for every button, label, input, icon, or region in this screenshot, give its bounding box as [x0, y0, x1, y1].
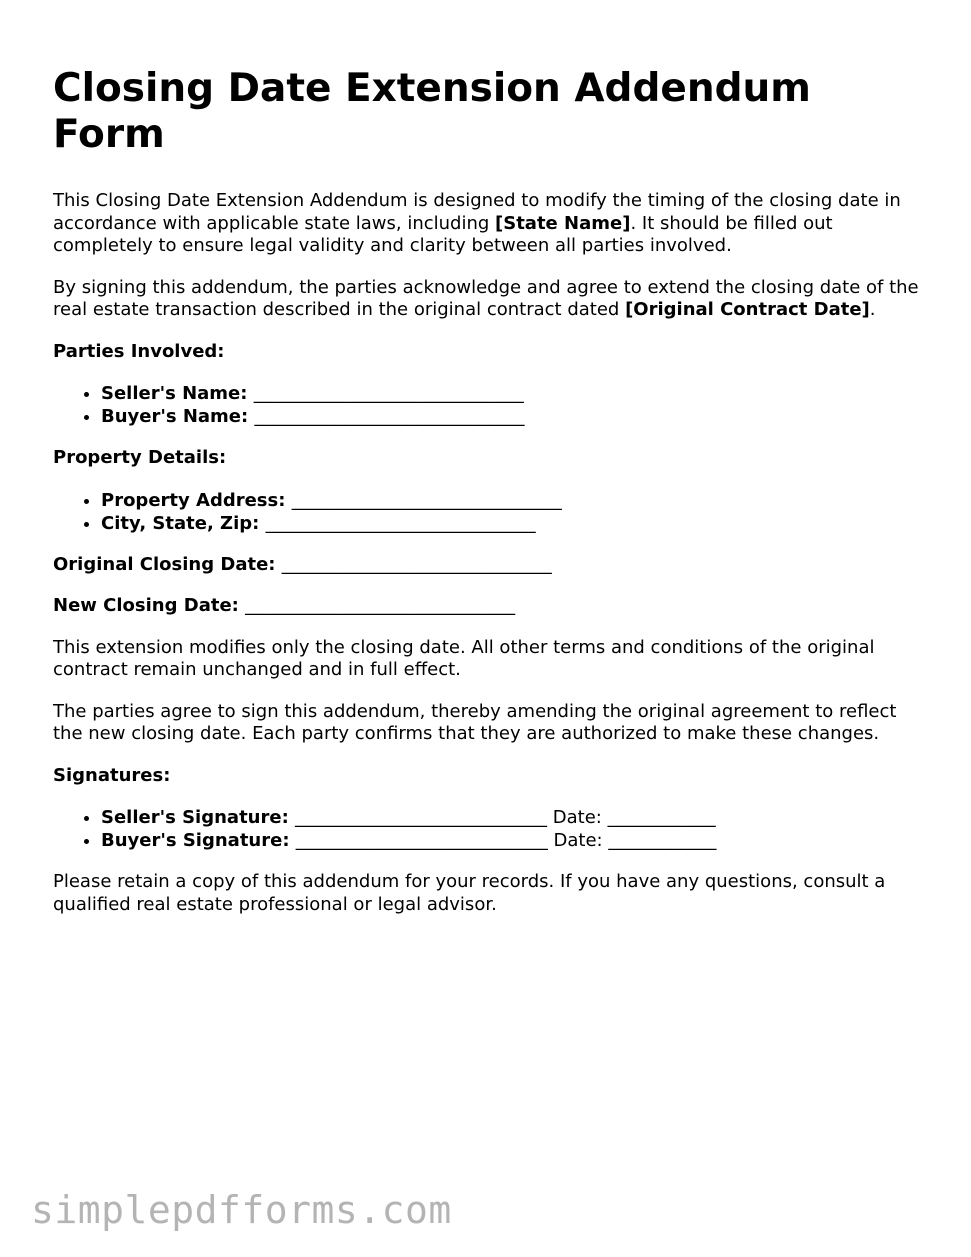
closing-note-paragraph: Please retain a copy of this addendum for your records. If you have any questions, consult a qualified real estate professional or legal advisor. [53, 871, 886, 915]
property-address-label: Property Address: [101, 489, 292, 511]
agreement-text-after: . [869, 299, 876, 320]
signatures-list [53, 806, 923, 852]
page-title: Closing Date Extension Addendum Form [53, 66, 811, 157]
modification-paragraph: This extension modifies only the closing date. All other terms and conditions of the original contract remain unchanged and in full effect. [53, 636, 875, 680]
new-closing-date-row [53, 595, 923, 618]
list-item-seller-signature [101, 806, 923, 829]
seller-date-field[interactable]: ____________ [607, 807, 716, 828]
new-closing-date-field[interactable]: ______________________________ [245, 595, 516, 616]
watermark: simplepdfforms.com [31, 1188, 452, 1232]
property-address-field[interactable]: ______________________________ [291, 489, 562, 511]
parties-heading [53, 341, 923, 364]
buyer-name-field[interactable]: ______________________________ [254, 406, 525, 427]
original-closing-date-field[interactable]: ______________________________ [281, 553, 552, 575]
city-state-zip-label: City, State, Zip: [101, 512, 266, 534]
buyer-name-label: Buyer's Name: [101, 406, 255, 427]
seller-name-label: Seller's Name: [101, 383, 254, 404]
intro-paragraph [53, 190, 923, 258]
original-closing-date-row [53, 554, 923, 577]
state-name-placeholder: [State Name] [495, 212, 631, 234]
authorization-paragraph: The parties agree to sign this addendum, thereby amending the original agreement to reflect the new closing date. Each party confirms that they are authorized to make these changes. [53, 700, 897, 744]
original-closing-date-label: Original Closing Date: [53, 553, 282, 575]
intro-text-after: . It should be filled out completely to ensure legal validity and clarity between all parties involved. [53, 212, 833, 256]
parties-heading-text: Parties Involved: [53, 340, 225, 362]
original-contract-date-placeholder: [Original Contract Date] [625, 299, 870, 320]
buyer-date-field[interactable]: ____________ [608, 830, 717, 851]
agreement-text-before: By signing this addendum, the parties acknowledge and agree to extend the closing date of the real estate transaction described in the original contract dated [53, 276, 919, 320]
signatures-heading [53, 765, 923, 788]
buyer-signature-field[interactable]: ____________________________ [295, 830, 548, 851]
document-page [53, 66, 923, 935]
property-heading [53, 447, 923, 470]
agreement-paragraph [53, 277, 923, 322]
new-closing-date-label: New Closing Date: [53, 595, 246, 616]
seller-name-field[interactable]: ______________________________ [253, 383, 524, 404]
buyer-date-label: Date: [547, 830, 609, 851]
parties-list [53, 382, 923, 428]
seller-signature-label: Seller's Signature: [101, 807, 296, 828]
seller-date-label: Date: [547, 807, 608, 828]
list-item-buyer-signature [101, 829, 923, 852]
buyer-signature-label: Buyer's Signature: [101, 830, 296, 851]
signatures-heading-text: Signatures: [53, 764, 171, 786]
property-list [53, 489, 923, 535]
property-heading-text: Property Details: [53, 447, 227, 468]
list-item-seller-name [101, 382, 923, 405]
seller-signature-field[interactable]: ____________________________ [295, 807, 548, 828]
list-item-property-address [101, 489, 923, 512]
list-item-city-state-zip [101, 512, 923, 535]
intro-text-before: This Closing Date Extension Addendum is designed to modify the timing of the closing date in accordance with applicable state laws, including [53, 190, 901, 234]
list-item-buyer-name [101, 405, 923, 428]
city-state-zip-field[interactable]: ______________________________ [265, 512, 536, 534]
